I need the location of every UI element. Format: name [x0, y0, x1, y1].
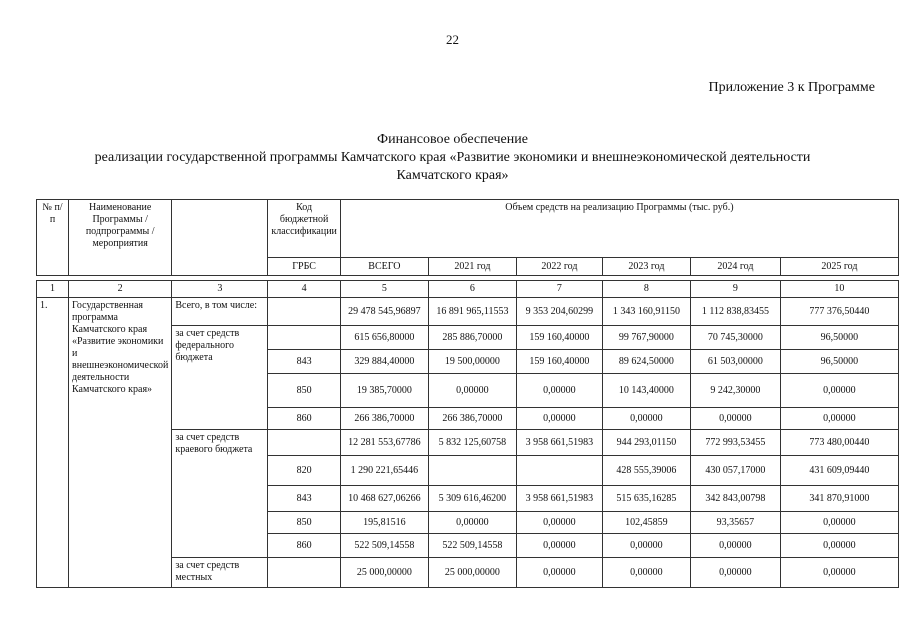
amount-cell: 0,00000 [690, 558, 780, 588]
grbs-code [268, 298, 341, 326]
amount-cell: 0,00000 [780, 512, 898, 534]
amount-cell: 0,00000 [780, 558, 898, 588]
amount-cell: 777 376,50440 [780, 298, 898, 326]
column-number: 9 [690, 281, 780, 298]
amount-cell: 70 745,30000 [690, 326, 780, 350]
amount-cell: 266 386,70000 [340, 408, 428, 430]
column-number: 2 [69, 281, 172, 298]
amount-cell: 0,00000 [516, 374, 602, 408]
header-2023: 2023 год [602, 258, 690, 276]
title-line-1: Финансовое обеспечение [377, 132, 528, 147]
header-2024: 2024 год [690, 258, 780, 276]
grbs-code: 850 [268, 512, 341, 534]
amount-cell: 9 353 204,60299 [516, 298, 602, 326]
column-number: 3 [172, 281, 268, 298]
amount-cell: 10 468 627,06266 [340, 486, 428, 512]
amount-cell: 0,00000 [516, 512, 602, 534]
grbs-code: 860 [268, 534, 341, 558]
amount-cell: 3 958 661,51983 [516, 486, 602, 512]
finance-table [36, 199, 899, 588]
amount-cell: 0,00000 [780, 408, 898, 430]
amount-cell: 12 281 553,67786 [340, 430, 428, 456]
amount-cell: 102,45859 [602, 512, 690, 534]
grbs-code: 843 [268, 486, 341, 512]
title-line-2: реализации государственной программы Камчатского края «Развитие экономики и внешнеэкономической деятельности [94, 150, 811, 165]
amount-cell: 16 891 965,11553 [428, 298, 516, 326]
amount-cell: 0,00000 [690, 534, 780, 558]
page-number: 22 [446, 32, 459, 47]
amount-cell: 430 057,17000 [690, 456, 780, 486]
amount-cell: 772 993,53455 [690, 430, 780, 456]
amount-cell: 773 480,00440 [780, 430, 898, 456]
amount-cell: 1 112 838,83455 [690, 298, 780, 326]
column-number: 4 [268, 281, 341, 298]
amount-cell: 0,00000 [516, 558, 602, 588]
amount-cell: 96,50000 [780, 326, 898, 350]
amount-cell: 19 500,00000 [428, 350, 516, 374]
appendix-label: Приложение 3 к Программе [708, 80, 875, 95]
amount-cell: 944 293,01150 [602, 430, 690, 456]
column-number: 7 [516, 281, 602, 298]
amount-cell: 431 609,09440 [780, 456, 898, 486]
amount-cell: 285 886,70000 [428, 326, 516, 350]
title-line-3: Камчатского края» [396, 168, 509, 183]
table-row [37, 298, 899, 326]
header-source [172, 200, 268, 276]
column-number: 8 [602, 281, 690, 298]
amount-cell: 515 635,16285 [602, 486, 690, 512]
header-no: № п/п [37, 200, 69, 276]
amount-cell: 10 143,40000 [602, 374, 690, 408]
amount-cell: 159 160,40000 [516, 326, 602, 350]
header-2022: 2022 год [516, 258, 602, 276]
amount-cell: 428 555,39006 [602, 456, 690, 486]
header-volume: Объем средств на реализацию Программы (тыс. руб.) [340, 200, 898, 258]
grbs-code: 843 [268, 350, 341, 374]
header-code: Код бюджетной классификации [268, 200, 341, 258]
amount-cell: 615 656,80000 [340, 326, 428, 350]
amount-cell: 329 884,40000 [340, 350, 428, 374]
amount-cell: 1 343 160,91150 [602, 298, 690, 326]
amount-cell: 0,00000 [780, 534, 898, 558]
amount-cell: 99 767,90000 [602, 326, 690, 350]
column-number: 1 [37, 281, 69, 298]
item-name: Государственная программа Камчатского края «Развитие экономики и внешнеэкономической деятельности Камчатского края» [69, 298, 172, 588]
amount-cell: 3 958 661,51983 [516, 430, 602, 456]
grbs-code [268, 558, 341, 588]
grbs-code: 850 [268, 374, 341, 408]
amount-cell: 93,35657 [690, 512, 780, 534]
amount-cell: 19 385,70000 [340, 374, 428, 408]
header-2021: 2021 год [428, 258, 516, 276]
amount-cell: 0,00000 [602, 408, 690, 430]
amount-cell [428, 456, 516, 486]
amount-cell: 29 478 545,96897 [340, 298, 428, 326]
grbs-code [268, 430, 341, 456]
amount-cell: 522 509,14558 [428, 534, 516, 558]
amount-cell: 25 000,00000 [428, 558, 516, 588]
amount-cell: 522 509,14558 [340, 534, 428, 558]
amount-cell: 159 160,40000 [516, 350, 602, 374]
header-total: ВСЕГО [340, 258, 428, 276]
amount-cell: 25 000,00000 [340, 558, 428, 588]
amount-cell: 341 870,91000 [780, 486, 898, 512]
funding-source: за счет средств федерального бюджета [172, 326, 268, 430]
header-grbs: ГРБС [268, 258, 341, 276]
amount-cell: 96,50000 [780, 350, 898, 374]
header-name: Наименование Программы / подпрограммы / мероприятия [69, 200, 172, 276]
amount-cell: 1 290 221,65446 [340, 456, 428, 486]
amount-cell: 0,00000 [516, 534, 602, 558]
amount-cell: 0,00000 [516, 408, 602, 430]
funding-source: за счет средств местных [172, 558, 268, 588]
amount-cell: 89 624,50000 [602, 350, 690, 374]
amount-cell: 61 503,00000 [690, 350, 780, 374]
amount-cell: 0,00000 [780, 374, 898, 408]
grbs-code [268, 326, 341, 350]
amount-cell: 342 843,00798 [690, 486, 780, 512]
item-number: 1. [37, 298, 69, 588]
funding-source: Всего, в том числе: [172, 298, 268, 326]
column-number: 5 [340, 281, 428, 298]
amount-cell: 0,00000 [428, 512, 516, 534]
amount-cell: 5 832 125,60758 [428, 430, 516, 456]
column-number: 10 [780, 281, 898, 298]
amount-cell: 266 386,70000 [428, 408, 516, 430]
header-2025: 2025 год [780, 258, 898, 276]
grbs-code: 860 [268, 408, 341, 430]
funding-source: за счет средств краевого бюджета [172, 430, 268, 558]
amount-cell: 0,00000 [690, 408, 780, 430]
amount-cell: 0,00000 [602, 534, 690, 558]
amount-cell: 5 309 616,46200 [428, 486, 516, 512]
amount-cell: 195,81516 [340, 512, 428, 534]
amount-cell: 0,00000 [428, 374, 516, 408]
amount-cell [516, 456, 602, 486]
grbs-code: 820 [268, 456, 341, 486]
column-number: 6 [428, 281, 516, 298]
amount-cell: 0,00000 [602, 558, 690, 588]
amount-cell: 9 242,30000 [690, 374, 780, 408]
